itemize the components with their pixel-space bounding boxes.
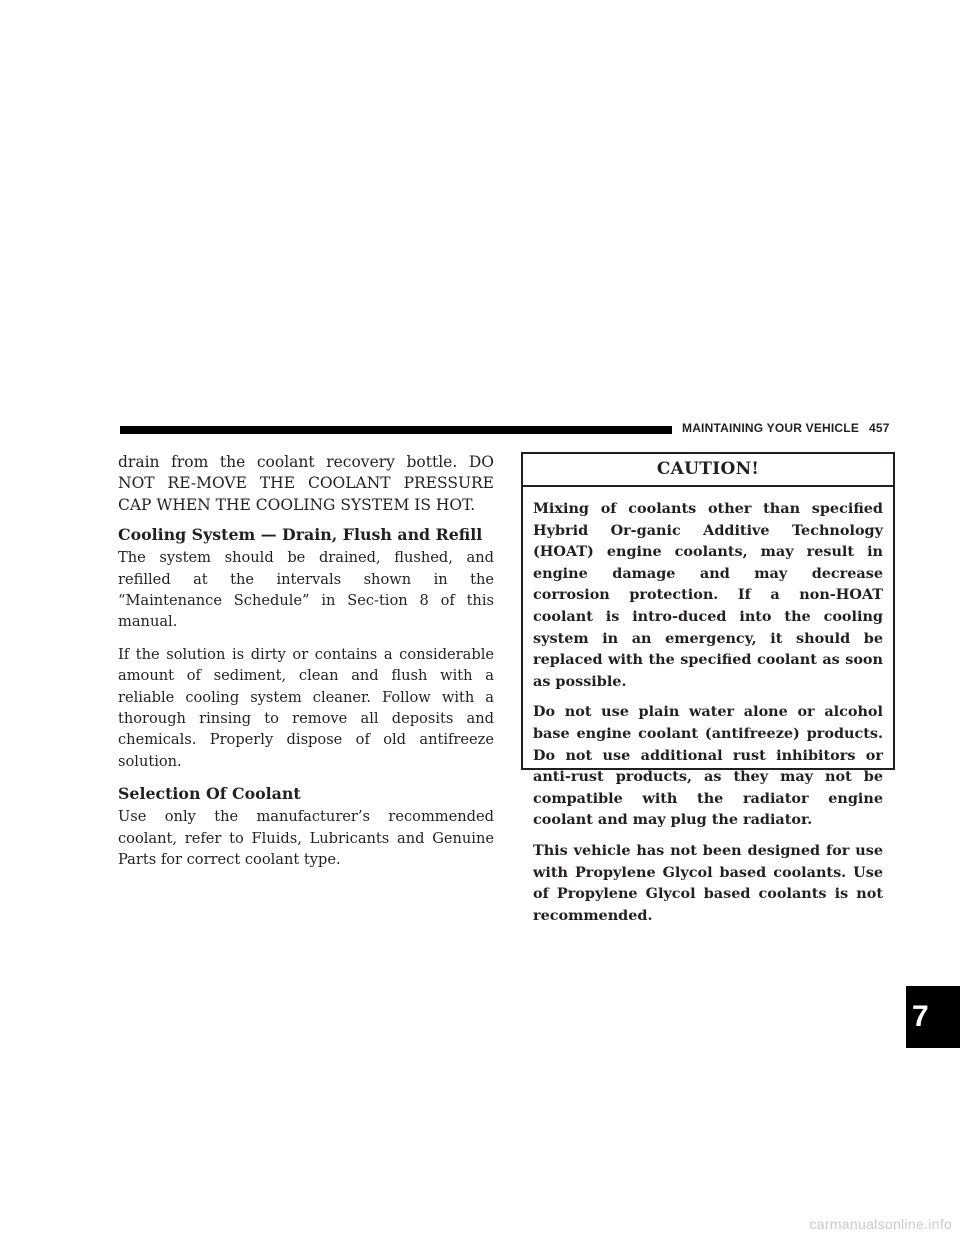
- section-heading-coolant-selection: Selection Of Coolant: [118, 784, 301, 804]
- caution-paragraph-plain-water: Do not use plain water alone or alcohol base engine coolant (antifreeze) products. Do not use additional rust inhibitors or anti-rust products, as they may not be compatible with the radiator engine coolant and may plug the radiator.: [533, 703, 883, 829]
- caution-body: [523, 487, 893, 926]
- running-header: [682, 421, 922, 439]
- paragraph-coolant-type: Use only the manufacturer’s recommended coolant, refer to Fluids, Lubricants and Genuine Parts for correct coolant type.: [118, 808, 494, 869]
- chapter-tab: 7: [906, 986, 960, 1048]
- caution-paragraph-propylene: This vehicle has not been designed for use with Propylene Glycol based coolants. Use of Propylene Glycol based coolants is not recommended.: [533, 841, 883, 924]
- intro-paragraph: drain from the coolant recovery bottle. DO NOT RE-MOVE THE COOLANT PRESSURE CAP WHEN THE COOLING SYSTEM IS HOT.: [118, 453, 494, 514]
- page-number: 457: [869, 421, 890, 435]
- watermark: carmanualsonline.info: [809, 1216, 952, 1232]
- section-heading-drain-flush: Cooling System — Drain, Flush and Refill: [118, 525, 483, 545]
- paragraph-intervals: The system should be drained, flushed, and refilled at the intervals shown in the “Maintenance Schedule” in Sec-tion 8 of this manual.: [118, 549, 494, 631]
- caution-title: CAUTION!: [523, 454, 893, 487]
- header-rule: [120, 426, 672, 434]
- section-title: MAINTAINING YOUR VEHICLE: [682, 421, 860, 435]
- caution-box: [521, 452, 895, 924]
- paragraph-dirty-solution: If the solution is dirty or contains a considerable amount of sediment, clean and flush with a reliable cooling system cleaner. Follow with a thorough rinsing to remove all deposits and chemicals. Properly dispose of old antifreeze solution.: [118, 645, 494, 770]
- caution-paragraph-mixing: Mixing of coolants other than specified Hybrid Or-ganic Additive Technology (HOAT) engine coolants, may result in engine damage and may decrease corrosion protection. If a non-HOAT coolant is intro-duced into the cooling system in an emergency, it should be replaced with the specified coolant as soon as possible.: [533, 500, 883, 690]
- left-column: [118, 452, 494, 882]
